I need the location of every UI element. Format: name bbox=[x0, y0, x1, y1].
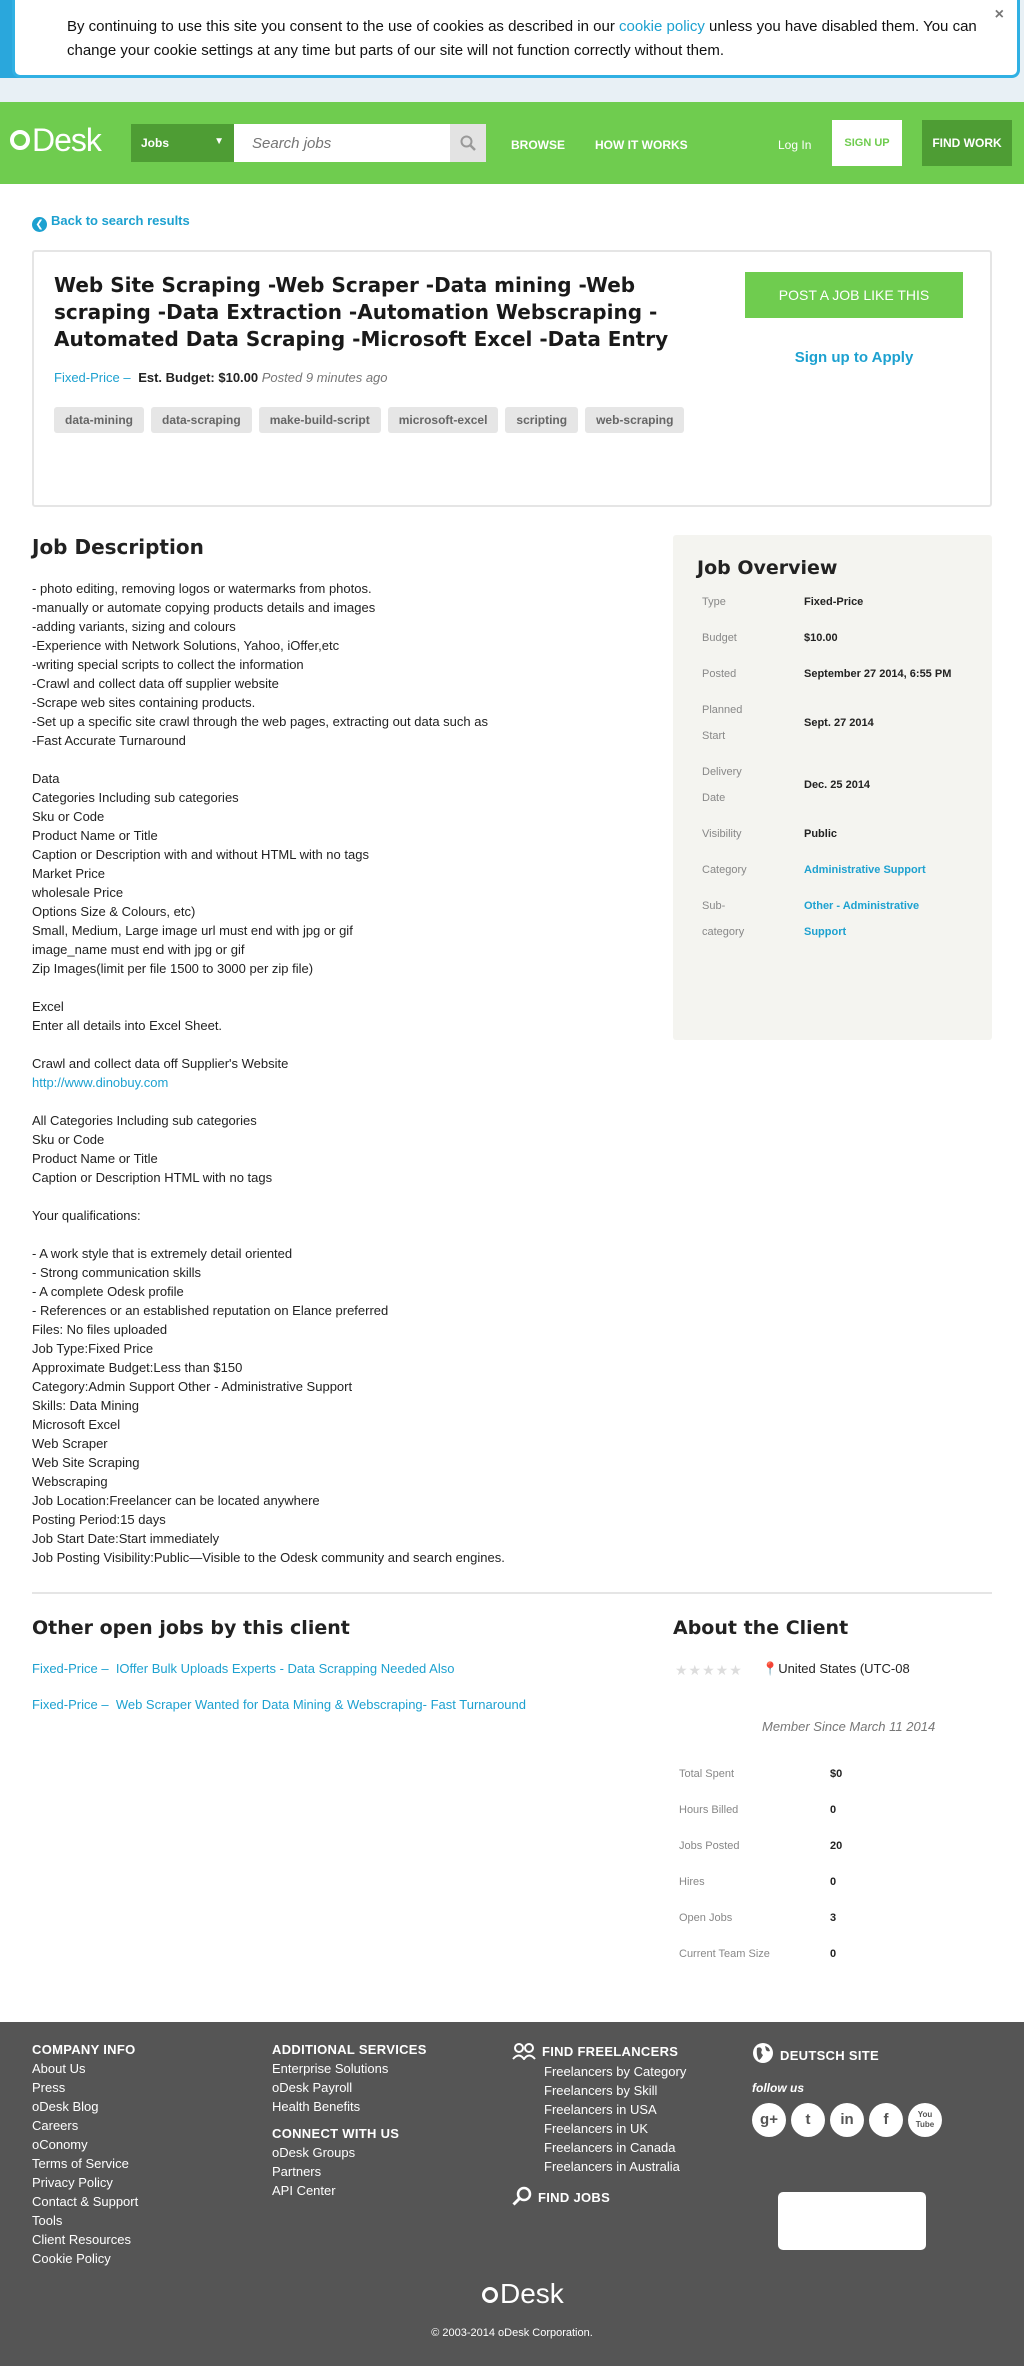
stat-label: Jobs Posted bbox=[679, 1840, 740, 1852]
client-stat-row bbox=[679, 1948, 836, 1960]
description-line: - References or an established reputation on Elance preferred bbox=[32, 1303, 389, 1318]
description-line bbox=[32, 1225, 652, 1244]
logo-ring-icon bbox=[10, 130, 30, 150]
footer-find-freelancers bbox=[512, 2042, 686, 2208]
description-line: - A work style that is extremely detail oriented bbox=[32, 1246, 293, 1261]
skill-tags bbox=[54, 407, 694, 439]
description-line: -writing special scripts to collect the information bbox=[32, 657, 304, 672]
search-type-label: Jobs bbox=[141, 136, 170, 150]
footer-logo-text: Desk bbox=[500, 2278, 564, 2309]
footer-link[interactable]: oDesk Payroll bbox=[272, 2080, 353, 2095]
description-line: - photo editing, removing logos or watermarks from photos. bbox=[32, 581, 372, 596]
description-line: Web Site Scraping bbox=[32, 1455, 140, 1470]
stat-label: Current Team Size bbox=[679, 1948, 770, 1960]
other-jobs-title: Other open jobs by this client bbox=[32, 1617, 350, 1639]
footer-heading: COMPANY INFO bbox=[32, 2042, 136, 2057]
description-line: Posting Period:15 days bbox=[32, 1512, 166, 1527]
footer-link[interactable]: Privacy Policy bbox=[32, 2175, 113, 2190]
stat-label: Hires bbox=[679, 1876, 705, 1888]
footer-link[interactable]: Terms of Service bbox=[32, 2156, 129, 2171]
overview-label: Planned Start bbox=[702, 704, 743, 742]
description-line: -adding variants, sizing and colours bbox=[32, 619, 236, 634]
other-job-link[interactable] bbox=[32, 1661, 454, 1676]
client-rating-stars: ★★★★★ bbox=[675, 1662, 743, 1678]
sign-up-to-apply-link[interactable]: Sign up to Apply bbox=[794, 349, 914, 366]
description-line: -Crawl and collect data off supplier website bbox=[32, 676, 279, 691]
footer-link[interactable]: oDesk Groups bbox=[272, 2145, 356, 2160]
linkedin-icon[interactable]: in bbox=[830, 2103, 864, 2137]
logo-text: Desk bbox=[32, 122, 101, 158]
client-stat-row bbox=[679, 1912, 836, 1924]
footer-link[interactable]: oConomy bbox=[32, 2137, 88, 2152]
footer-company-info bbox=[32, 2042, 138, 2268]
client-stat-row bbox=[679, 1876, 836, 1888]
footer-additional-services bbox=[272, 2042, 427, 2200]
footer-link[interactable]: Freelancers in Canada bbox=[544, 2140, 676, 2155]
footer-deutsch[interactable] bbox=[752, 2042, 879, 2066]
other-job-title: Web Scraper Wanted for Data Mining & Webscraping- Fast Turnaround bbox=[115, 1697, 526, 1712]
description-line: Categories Including sub categories bbox=[32, 790, 239, 805]
cookie-text-after: unless you have disabled them. You can change your cookie settings at any time but parts of our site will not function correctly without them. bbox=[67, 18, 977, 59]
description-line: Web Scraper bbox=[32, 1436, 108, 1451]
footer-link[interactable]: Cookie Policy bbox=[32, 2251, 111, 2266]
stat-value: 0 bbox=[830, 1804, 837, 1816]
job-title: Web Site Scraping -Web Scraper -Data mining -Web scraping -Data Extraction -Automation Webscraping -Automated Data Scraping -Microsoft Excel -Data Entry bbox=[54, 273, 669, 351]
site-header bbox=[0, 102, 1024, 184]
job-overview-title: Job Overview bbox=[697, 557, 838, 579]
overview-label: Budget bbox=[702, 632, 737, 644]
job-meta bbox=[54, 370, 388, 385]
search-type-select[interactable] bbox=[131, 124, 234, 162]
footer-link-list bbox=[272, 2143, 427, 2200]
cookie-text-before: By continuing to use this site you consent to the use of cookies as described in our bbox=[67, 18, 619, 35]
footer-link[interactable]: Tools bbox=[32, 2213, 63, 2228]
description-line: -Set up a specific site crawl through the web pages, extracting out data such as bbox=[32, 714, 488, 729]
other-job-link[interactable] bbox=[32, 1697, 526, 1712]
footer-link[interactable]: Freelancers by Category bbox=[544, 2064, 687, 2079]
stat-label: Total Spent bbox=[679, 1768, 735, 1780]
footer-link[interactable]: Freelancers in Australia bbox=[544, 2159, 680, 2174]
job-header-card bbox=[32, 250, 992, 507]
description-line: Options Size & Colours, etc) bbox=[32, 904, 196, 919]
description-line: image_name must end with jpg or gif bbox=[32, 942, 245, 957]
description-line: Data bbox=[32, 771, 60, 786]
overview-value: Sept. 27 2014 bbox=[804, 717, 874, 729]
overview-value: $10.00 bbox=[804, 632, 838, 644]
footer-link-list bbox=[32, 2059, 138, 2268]
stat-label: Hours Billed bbox=[679, 1804, 739, 1816]
footer-heading bbox=[512, 2042, 686, 2060]
footer-link[interactable]: Enterprise Solutions bbox=[272, 2061, 389, 2076]
overview-row bbox=[697, 821, 968, 847]
footer-link[interactable]: API Center bbox=[272, 2183, 336, 2198]
login-link[interactable]: Log In bbox=[778, 138, 812, 152]
description-line: Excel bbox=[32, 999, 64, 1014]
description-line bbox=[32, 1187, 652, 1206]
search-icon bbox=[512, 2186, 532, 2206]
location-pin-icon: 📍 bbox=[762, 1661, 779, 1676]
cookie-policy-link[interactable]: cookie policy bbox=[619, 18, 705, 35]
description-line: Small, Medium, Large image url must end with jpg or gif bbox=[32, 923, 353, 938]
job-posted: Posted 9 minutes ago bbox=[261, 370, 388, 385]
overview-row bbox=[697, 661, 968, 687]
footer-heading bbox=[752, 2042, 879, 2064]
close-icon[interactable]: × bbox=[994, 6, 1004, 23]
footer-link[interactable]: Freelancers in UK bbox=[544, 2121, 649, 2136]
description-line: Your qualifications: bbox=[32, 1208, 141, 1223]
description-line bbox=[32, 1035, 652, 1054]
description-line: - Strong communication skills bbox=[32, 1265, 202, 1280]
overview-row bbox=[697, 857, 968, 883]
footer-heading: CONNECT WITH US bbox=[272, 2126, 400, 2141]
overview-row bbox=[697, 625, 968, 651]
supplier-website-link[interactable]: http://www.dinobuy.com bbox=[32, 1075, 169, 1090]
footer-link[interactable]: Health Benefits bbox=[272, 2099, 361, 2114]
overview-value: September 27 2014, 6:55 PM bbox=[804, 668, 952, 680]
other-job-type: Fixed-Price – bbox=[32, 1697, 109, 1712]
skill-tag[interactable]: microsoft-excel bbox=[388, 407, 499, 433]
logo-ring-icon bbox=[482, 2287, 498, 2303]
overview-row bbox=[697, 893, 968, 945]
other-job-type: Fixed-Price – bbox=[32, 1661, 109, 1676]
footer-link-list bbox=[512, 2062, 686, 2176]
cookie-message bbox=[12, 0, 1020, 78]
footer-link-list bbox=[272, 2059, 427, 2116]
job-overview-panel bbox=[673, 535, 992, 1040]
overview-value: Fixed-Price bbox=[804, 596, 864, 608]
footer-link[interactable]: About Us bbox=[32, 2061, 86, 2076]
back-link-label: Back to search results bbox=[51, 213, 190, 228]
search-icon bbox=[460, 135, 476, 151]
stat-value: 0 bbox=[830, 1948, 837, 1960]
overview-label: Visibility bbox=[702, 828, 742, 840]
description-line: Job Start Date:Start immediately bbox=[32, 1531, 220, 1546]
job-description-title: Job Description bbox=[32, 535, 204, 559]
description-line: Job Posting Visibility:Public—Visible to the Odesk community and search engines. bbox=[32, 1550, 505, 1565]
overview-label: Delivery Date bbox=[702, 766, 742, 804]
description-line: Microsoft Excel bbox=[32, 1417, 121, 1432]
description-line: Market Price bbox=[32, 866, 105, 881]
footer-heading: ADDITIONAL SERVICES bbox=[272, 2042, 427, 2057]
footer-link[interactable]: Freelancers in USA bbox=[544, 2102, 657, 2117]
description-line: Webscraping bbox=[32, 1474, 108, 1489]
footer-odesk-logo[interactable] bbox=[482, 2278, 564, 2310]
description-line: Product Name or Title bbox=[32, 1151, 158, 1166]
globe-icon bbox=[752, 2042, 774, 2064]
subcategory-link[interactable]: Other - Administrative Support bbox=[804, 900, 920, 938]
description-line: Sku or Code bbox=[32, 1132, 105, 1147]
description-line: Job Type:Fixed Price bbox=[32, 1341, 154, 1356]
stat-value: 20 bbox=[830, 1840, 843, 1852]
odesk-logo[interactable] bbox=[10, 122, 101, 159]
search-input[interactable] bbox=[234, 124, 450, 162]
category-link[interactable]: Administrative Support bbox=[804, 864, 926, 876]
description-line: Enter all details into Excel Sheet. bbox=[32, 1018, 223, 1033]
nav-how-it-works[interactable]: HOW IT WORKS bbox=[595, 138, 688, 152]
overview-row bbox=[697, 759, 968, 811]
follow-us-label: follow us bbox=[752, 2081, 804, 2095]
footer-link[interactable]: Partners bbox=[272, 2164, 322, 2179]
footer-link[interactable]: Contact & Support bbox=[32, 2194, 139, 2209]
skill-tag[interactable]: scripting bbox=[505, 407, 578, 433]
client-location-text: United States (UTC-08 bbox=[778, 1661, 910, 1676]
overview-label: Posted bbox=[702, 668, 737, 680]
stat-value: 3 bbox=[830, 1912, 837, 1924]
description-line: -manually or automate copying products details and images bbox=[32, 600, 376, 615]
overview-value: Dec. 25 2014 bbox=[804, 779, 871, 791]
stat-value: $0 bbox=[830, 1768, 843, 1780]
chevron-down-icon: ▼ bbox=[214, 136, 224, 147]
other-job-title: IOffer Bulk Uploads Experts - Data Scrapping Needed Also bbox=[115, 1661, 455, 1676]
stat-label: Open Jobs bbox=[679, 1912, 733, 1924]
footer-find-jobs[interactable] bbox=[512, 2186, 686, 2206]
skill-tag[interactable]: data-scraping bbox=[151, 407, 252, 433]
footer-heading-text: DEUTSCH SITE bbox=[780, 2048, 879, 2063]
skill-tag[interactable]: data-mining bbox=[54, 407, 144, 433]
footer-link[interactable]: Client Resources bbox=[32, 2232, 131, 2247]
job-description-body bbox=[32, 579, 652, 1567]
footer-link[interactable]: oDesk Blog bbox=[32, 2099, 99, 2114]
client-stat-row bbox=[679, 1804, 836, 1816]
description-line: Job Location:Freelancer can be located anywhere bbox=[32, 1493, 320, 1508]
description-line: Zip Images(limit per file 1500 to 3000 per zip file) bbox=[32, 961, 314, 976]
social-links bbox=[752, 2103, 942, 2137]
section-divider bbox=[32, 1592, 992, 1594]
footer-heading-text: FIND FREELANCERS bbox=[542, 2044, 679, 2059]
description-line bbox=[32, 1092, 652, 1111]
nav-browse[interactable]: BROWSE bbox=[511, 138, 565, 152]
description-line: All Categories Including sub categories bbox=[32, 1113, 257, 1128]
description-line bbox=[32, 978, 652, 997]
description-line: Caption or Description with and without HTML with no tags bbox=[32, 847, 369, 862]
footer-heading-text: FIND JOBS bbox=[538, 2190, 611, 2205]
footer-badge bbox=[778, 2192, 926, 2250]
description-line: -Scrape web sites containing products. bbox=[32, 695, 256, 710]
overview-label: Sub-category bbox=[702, 900, 745, 938]
footer-link[interactable]: Press bbox=[32, 2080, 66, 2095]
description-line: Product Name or Title bbox=[32, 828, 158, 843]
find-work-button[interactable]: FIND WORK bbox=[922, 120, 1012, 166]
description-line: - A complete Odesk profile bbox=[32, 1284, 184, 1299]
description-line: Caption or Description HTML with no tags bbox=[32, 1170, 273, 1185]
skill-tag[interactable]: web-scraping bbox=[585, 407, 684, 433]
copyright: © 2003-2014 oDesk Corporation. bbox=[431, 2327, 593, 2339]
about-client-title: About the Client bbox=[673, 1617, 849, 1639]
client-stat-row bbox=[679, 1768, 842, 1780]
description-line: Sku or Code bbox=[32, 809, 105, 824]
signup-button[interactable]: SIGN UP bbox=[832, 120, 902, 166]
description-line: Approximate Budget:Less than $150 bbox=[32, 1360, 243, 1375]
description-line bbox=[32, 750, 652, 769]
description-line: -Fast Accurate Turnaround bbox=[32, 733, 186, 748]
twitter-icon[interactable]: t bbox=[791, 2103, 825, 2137]
cookie-banner bbox=[0, 0, 1024, 102]
footer-link[interactable]: Freelancers by Skill bbox=[544, 2083, 658, 2098]
description-line: Files: No files uploaded bbox=[32, 1322, 168, 1337]
stat-value: 0 bbox=[830, 1876, 837, 1888]
overview-value: Public bbox=[804, 828, 838, 840]
back-arrow-icon: ❮ bbox=[32, 217, 47, 232]
description-line: Skills: Data Mining bbox=[32, 1398, 139, 1413]
back-to-results-link[interactable] bbox=[32, 213, 190, 232]
footer-link[interactable]: Careers bbox=[32, 2118, 79, 2133]
skill-tag[interactable]: make-build-script bbox=[259, 407, 381, 433]
site-footer bbox=[0, 2022, 1024, 2366]
search-button[interactable] bbox=[450, 124, 486, 162]
description-line: -Experience with Network Solutions, Yahoo, iOffer,etc bbox=[32, 638, 340, 653]
google-plus-icon[interactable]: g+ bbox=[752, 2103, 786, 2137]
client-stat-row bbox=[679, 1840, 842, 1852]
people-icon bbox=[512, 2042, 536, 2060]
post-similar-job-button[interactable]: POST A JOB LIKE THIS bbox=[745, 272, 963, 318]
description-line: Category:Admin Support Other - Administrative Support bbox=[32, 1379, 353, 1394]
description-line: wholesale Price bbox=[32, 885, 124, 900]
description-line: Crawl and collect data off Supplier's Website bbox=[32, 1056, 289, 1071]
client-location bbox=[762, 1661, 910, 1677]
youtube-icon[interactable]: You Tube bbox=[908, 2103, 942, 2137]
facebook-icon[interactable]: f bbox=[869, 2103, 903, 2137]
job-budget: Est. Budget: $10.00 bbox=[138, 370, 259, 385]
overview-label: Category bbox=[702, 864, 747, 876]
member-since: Member Since March 11 2014 bbox=[762, 1719, 936, 1734]
job-type: Fixed-Price – bbox=[54, 370, 131, 385]
overview-label: Type bbox=[702, 596, 726, 608]
overview-row bbox=[697, 589, 968, 615]
overview-row bbox=[697, 697, 968, 749]
